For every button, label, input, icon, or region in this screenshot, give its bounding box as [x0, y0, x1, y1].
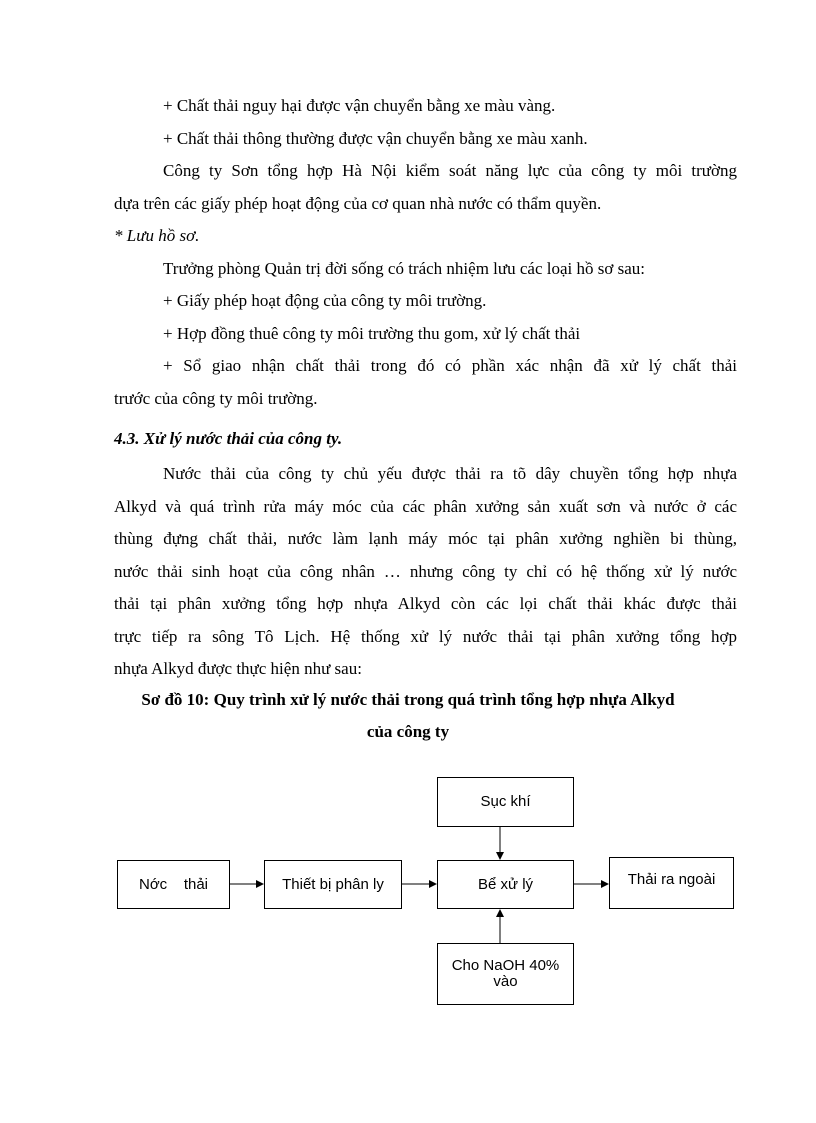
paragraph-wastewater-line3: thùng đựng chất thải, nước làm lạnh máy móc tại phân xưởng nghiền bi thùng,: [114, 529, 737, 548]
box-treatment-tank-label: Bể xử lý: [477, 875, 534, 893]
bullet-delivery-book-line1: + Sổ giao nhận chất thải trong đó có phần xác nhận đã xử lý chất thải: [163, 356, 737, 375]
bullet-normal-waste: + Chất thải thông thường được vận chuyển bằng xe màu xanh.: [163, 129, 588, 148]
diagram-title-line2: của công ty: [366, 722, 450, 741]
subheading-records: * Lưu hồ sơ.: [114, 226, 200, 245]
box-discharge-label: Thải ra ngoài: [627, 871, 716, 888]
box-wastewater-label: Nớc thải: [138, 875, 209, 893]
bullet-contract: + Hợp đồng thuê công ty môi trường thu gom, xử lý chất thải: [163, 324, 581, 343]
paragraph-records-manager: Trưởng phòng Quản trị đời sống có trách nhiệm lưu các loại hồ sơ sau:: [163, 259, 645, 278]
box-aeration-label: Sục khí: [480, 793, 531, 810]
bullet-operating-license: + Giấy phép hoạt động của công ty môi trường.: [163, 291, 487, 310]
bullet-delivery-book-line2: trước của công ty môi trường.: [114, 389, 318, 408]
paragraph-wastewater-line1: Nước thải của công ty chủ yếu được thải ra tõ dây chuyền tổng hợp nhựa: [163, 464, 737, 483]
section-heading-wastewater: 4.3. Xử lý nước thải của công ty.: [114, 429, 343, 448]
box-naoh-label: Cho NaOH 40% vào: [451, 957, 560, 990]
paragraph-wastewater-line4: nước thải sinh hoạt của công nhân … nhưng công ty chỉ có hệ thống xử lý nước: [114, 562, 737, 581]
paragraph-wastewater-line5: thải tại phân xưởng tổng hợp nhựa Alkyd còn các lọi chất thải khác được thải: [114, 594, 737, 613]
box-separator-label: Thiết bị phân ly: [282, 875, 384, 893]
diagram-title-line1: Sơ đồ 10: Quy trình xử lý nước thải trong quá trình tổng hợp nhựa Alkyd: [141, 690, 675, 709]
paragraph-wastewater-line6: trực tiếp ra sông Tô Lịch. Hệ thống xử lý nước thải tại phân xưởng tổng hợp: [114, 627, 737, 646]
paragraph-wastewater-line2: Alkyd và quá trình rửa máy móc của các phân xưởng sản xuất sơn và nước ở các: [114, 497, 737, 516]
paragraph-capacity-control-line1: Công ty Sơn tổng hợp Hà Nội kiểm soát năng lực của công ty môi trường: [163, 161, 737, 180]
paragraph-capacity-control-line2: dựa trên các giấy phép hoạt động của cơ quan nhà nước có thẩm quyền.: [114, 194, 602, 213]
paragraph-wastewater-line7: nhựa Alkyd được thực hiện như sau:: [114, 659, 362, 678]
bullet-hazardous-waste: + Chất thải nguy hại được vận chuyển bằng xe màu vàng.: [163, 96, 556, 115]
